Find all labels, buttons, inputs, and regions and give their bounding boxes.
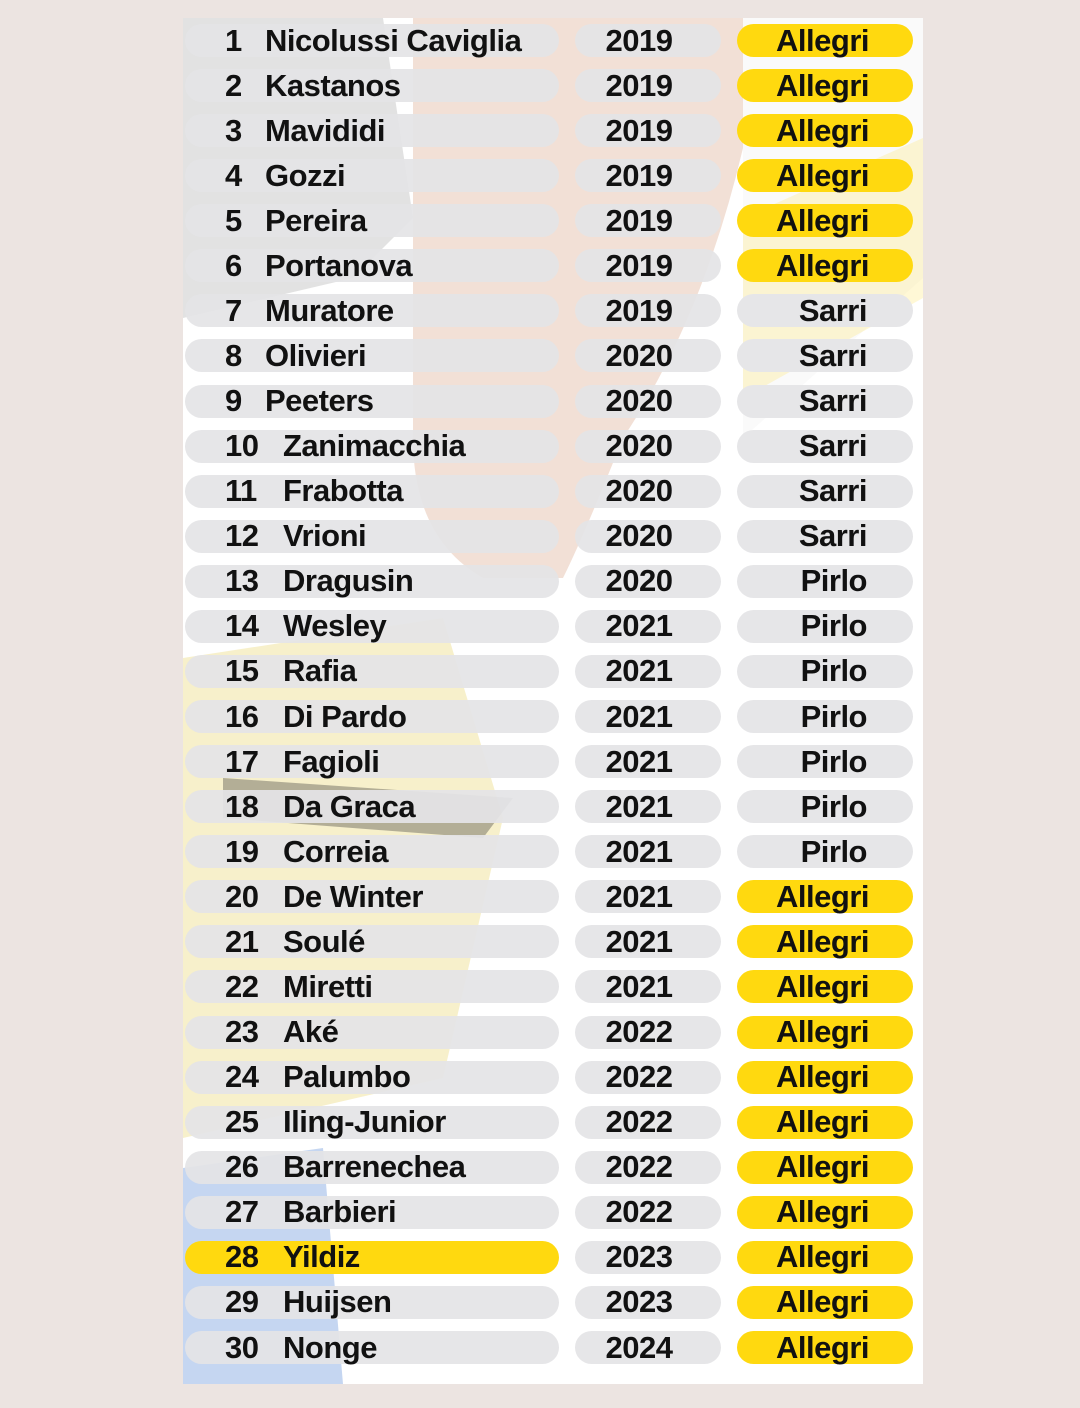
player-name: Barbieri — [283, 1194, 397, 1230]
coach-name: Allegri — [737, 24, 913, 57]
player-cell — [185, 700, 559, 733]
player-cell — [185, 114, 559, 147]
table-row — [183, 563, 923, 599]
table-row — [183, 1149, 923, 1185]
rank-number: 27 — [225, 1194, 259, 1230]
coach-name: Allegri — [737, 880, 913, 913]
debut-year: 2021 — [575, 610, 721, 643]
rank-number: 28 — [225, 1239, 259, 1275]
player-cell — [185, 970, 559, 1003]
rank-number: 16 — [225, 698, 259, 734]
player-name: Huijsen — [283, 1284, 392, 1320]
player-name: Aké — [283, 1014, 339, 1050]
coach-name: Pirlo — [737, 790, 913, 823]
player-name: Fagioli — [283, 743, 380, 779]
player-cell — [185, 1151, 559, 1184]
player-name: Di Pardo — [283, 698, 407, 734]
player-cell — [185, 655, 559, 688]
rank-number: 12 — [225, 518, 259, 554]
player-name: Wesley — [283, 608, 387, 644]
coach-name: Allegri — [737, 1016, 913, 1049]
rank-number: 6 — [225, 247, 242, 283]
player-cell — [185, 475, 559, 508]
rank-number: 8 — [225, 337, 242, 373]
rank-number: 23 — [225, 1014, 259, 1050]
coach-name: Sarri — [737, 385, 913, 418]
coach-name: Allegri — [737, 114, 913, 147]
player-cell — [185, 249, 559, 282]
player-cell — [185, 745, 559, 778]
player-name: De Winter — [283, 878, 423, 914]
debut-year: 2021 — [575, 790, 721, 823]
debut-year: 2021 — [575, 880, 721, 913]
debut-year: 2022 — [575, 1106, 721, 1139]
rank-number: 10 — [225, 428, 259, 464]
player-cell — [185, 204, 559, 237]
rank-number: 30 — [225, 1329, 259, 1365]
player-name: Vrioni — [283, 518, 367, 554]
player-name: Portanova — [265, 247, 413, 283]
debut-year: 2019 — [575, 24, 721, 57]
player-name: Peeters — [265, 383, 374, 419]
rank-number: 19 — [225, 833, 259, 869]
debut-year: 2022 — [575, 1196, 721, 1229]
coach-name: Allegri — [737, 970, 913, 1003]
rank-number: 13 — [225, 563, 259, 599]
table-row — [183, 1014, 923, 1050]
table-row — [183, 337, 923, 373]
player-cell — [185, 69, 559, 102]
coach-name: Allegri — [737, 1061, 913, 1094]
debut-year: 2020 — [575, 385, 721, 418]
table-row — [183, 157, 923, 193]
table-row — [183, 698, 923, 734]
player-name: Olivieri — [265, 337, 367, 373]
debut-year: 2019 — [575, 249, 721, 282]
table-row — [183, 67, 923, 103]
coach-name: Allegri — [737, 1106, 913, 1139]
table-row — [183, 383, 923, 419]
coach-name: Pirlo — [737, 745, 913, 778]
player-name: Soulé — [283, 923, 365, 959]
player-cell — [185, 520, 559, 553]
table-row — [183, 22, 923, 58]
table-row — [183, 923, 923, 959]
debut-year: 2021 — [575, 970, 721, 1003]
player-cell — [185, 1106, 559, 1139]
player-name: Kastanos — [265, 67, 401, 103]
rank-number: 26 — [225, 1149, 259, 1185]
player-cell — [185, 1331, 559, 1364]
player-name: Pereira — [265, 202, 367, 238]
player-name: Nicolussi Caviglia — [265, 22, 522, 58]
coach-name: Allegri — [737, 1196, 913, 1229]
debut-year: 2023 — [575, 1286, 721, 1319]
player-cell — [185, 610, 559, 643]
debut-year: 2023 — [575, 1241, 721, 1274]
player-name: Mavididi — [265, 112, 386, 148]
table-row — [183, 1104, 923, 1140]
rank-number: 17 — [225, 743, 259, 779]
player-cell — [185, 1241, 559, 1274]
rank-number: 22 — [225, 968, 259, 1004]
player-cell — [185, 1061, 559, 1094]
rank-number: 1 — [225, 22, 242, 58]
table-row — [183, 518, 923, 554]
debut-year: 2019 — [575, 159, 721, 192]
table-row — [183, 788, 923, 824]
debut-year: 2020 — [575, 475, 721, 508]
player-cell — [185, 565, 559, 598]
coach-name: Allegri — [737, 1331, 913, 1364]
debut-year: 2022 — [575, 1016, 721, 1049]
players-table — [183, 18, 923, 1384]
player-name: Dragusin — [283, 563, 414, 599]
debut-year: 2020 — [575, 339, 721, 372]
player-name: Barrenechea — [283, 1149, 466, 1185]
debut-year: 2019 — [575, 69, 721, 102]
player-name: Iling-Junior — [283, 1104, 446, 1140]
table-row — [183, 292, 923, 328]
coach-name: Allegri — [737, 159, 913, 192]
player-cell — [185, 385, 559, 418]
player-cell — [185, 339, 559, 372]
coach-name: Sarri — [737, 430, 913, 463]
coach-name: Allegri — [737, 204, 913, 237]
table-row — [183, 112, 923, 148]
debut-year: 2020 — [575, 565, 721, 598]
rank-number: 29 — [225, 1284, 259, 1320]
player-name: Rafia — [283, 653, 357, 689]
table-row — [183, 1239, 923, 1275]
table-row — [183, 1329, 923, 1365]
player-cell — [185, 24, 559, 57]
debut-year: 2021 — [575, 745, 721, 778]
player-cell — [185, 159, 559, 192]
rank-number: 15 — [225, 653, 259, 689]
rank-number: 11 — [225, 473, 257, 509]
rank-number: 14 — [225, 608, 259, 644]
debut-year: 2020 — [575, 430, 721, 463]
table-row — [183, 968, 923, 1004]
coach-name: Sarri — [737, 520, 913, 553]
table-row — [183, 608, 923, 644]
player-cell — [185, 790, 559, 823]
rank-number: 21 — [225, 923, 259, 959]
rank-number: 24 — [225, 1059, 259, 1095]
player-name: Zanimacchia — [283, 428, 466, 464]
table-row — [183, 833, 923, 869]
coach-name: Pirlo — [737, 700, 913, 733]
rank-number: 5 — [225, 202, 242, 238]
player-cell — [185, 1196, 559, 1229]
player-name: Da Graca — [283, 788, 416, 824]
debut-year: 2019 — [575, 204, 721, 237]
player-cell — [185, 430, 559, 463]
player-name: Muratore — [265, 292, 394, 328]
coach-name: Allegri — [737, 1286, 913, 1319]
player-name: Frabotta — [283, 473, 403, 509]
table-row — [183, 473, 923, 509]
coach-name: Pirlo — [737, 610, 913, 643]
coach-name: Sarri — [737, 475, 913, 508]
player-cell — [185, 925, 559, 958]
debut-year: 2019 — [575, 114, 721, 147]
rank-number: 3 — [225, 112, 242, 148]
table-row — [183, 247, 923, 283]
coach-name: Sarri — [737, 339, 913, 372]
table-row — [183, 1194, 923, 1230]
coach-name: Allegri — [737, 69, 913, 102]
player-name: Miretti — [283, 968, 373, 1004]
coach-name: Allegri — [737, 1241, 913, 1274]
table-row — [183, 202, 923, 238]
rank-number: 18 — [225, 788, 259, 824]
debut-year: 2022 — [575, 1061, 721, 1094]
player-name: Palumbo — [283, 1059, 411, 1095]
rank-number: 4 — [225, 157, 242, 193]
coach-name: Allegri — [737, 249, 913, 282]
debut-year: 2021 — [575, 835, 721, 868]
coach-name: Allegri — [737, 1151, 913, 1184]
coach-name: Pirlo — [737, 655, 913, 688]
player-cell — [185, 1286, 559, 1319]
table-row — [183, 743, 923, 779]
debut-year: 2022 — [575, 1151, 721, 1184]
table-row — [183, 878, 923, 914]
rank-number: 2 — [225, 67, 242, 103]
rank-number: 7 — [225, 292, 242, 328]
coach-name: Sarri — [737, 294, 913, 327]
coach-name: Allegri — [737, 925, 913, 958]
player-cell — [185, 835, 559, 868]
debut-year: 2024 — [575, 1331, 721, 1364]
coach-name: Pirlo — [737, 835, 913, 868]
debut-year: 2020 — [575, 520, 721, 553]
table-row — [183, 1284, 923, 1320]
debut-year: 2021 — [575, 700, 721, 733]
rank-number: 20 — [225, 878, 259, 914]
rank-number: 9 — [225, 383, 242, 419]
player-cell — [185, 880, 559, 913]
table-row — [183, 1059, 923, 1095]
player-name: Nonge — [283, 1329, 377, 1365]
rank-number: 25 — [225, 1104, 259, 1140]
coach-name: Pirlo — [737, 565, 913, 598]
debut-year: 2019 — [575, 294, 721, 327]
table-row — [183, 428, 923, 464]
player-name: Gozzi — [265, 157, 346, 193]
player-cell — [185, 294, 559, 327]
player-name: Correia — [283, 833, 389, 869]
table-row — [183, 653, 923, 689]
player-name: Yildiz — [283, 1239, 360, 1275]
debut-year: 2021 — [575, 655, 721, 688]
debut-year: 2021 — [575, 925, 721, 958]
player-cell — [185, 1016, 559, 1049]
